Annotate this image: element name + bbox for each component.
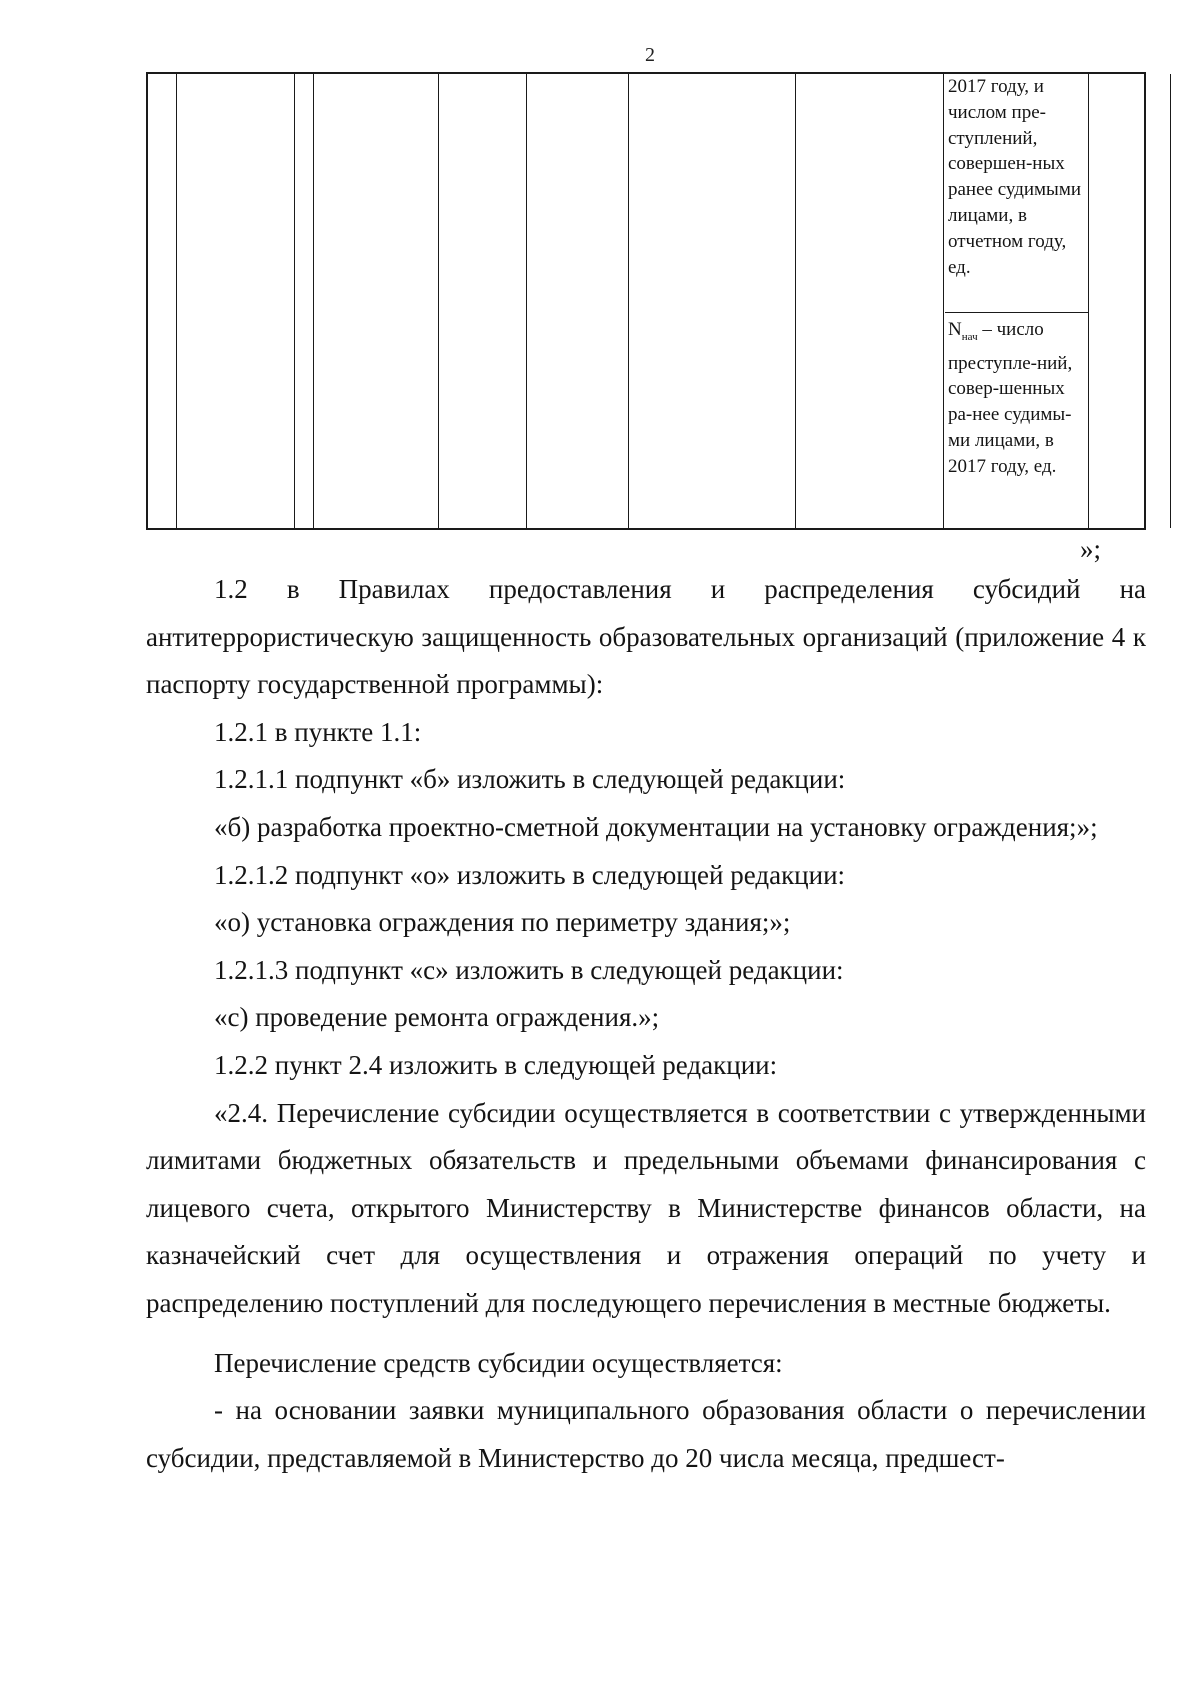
table-column-divider	[943, 74, 944, 528]
paragraph: 1.2.1.2 подпункт «о» изложить в следующей редакции:	[214, 859, 846, 890]
variable-definition-text: – число преступле-ний, совер-шенных ра-нее судимы-ми лицами, в 2017 году, ед.	[948, 319, 1073, 477]
table-fragment	[146, 72, 1146, 530]
page-number: 2	[645, 44, 655, 66]
table-column-divider	[1170, 74, 1171, 528]
closing-quote-mark: »;	[1080, 534, 1102, 564]
paragraph: 1.2 в Правилах предоставления и распределения субсидий на антитеррористическую защищенность образовательных организаций (приложение 4 к паспорту государственной программы):	[146, 574, 1146, 700]
table-column-divider	[176, 74, 177, 528]
paragraph: 1.2.1.3 подпункт «с» изложить в следующей редакции:	[214, 954, 844, 985]
paragraph: «с) проведение ремонта ограждения.»;	[214, 1002, 660, 1033]
table-cell-indicator-description: 2017 году, и числом пре-ступлений, совершен-ных ранее судимыми лицами, в отчетном году, ед.	[948, 76, 1082, 278]
paragraph: 1.2.2 пункт 2.4 изложить в следующей редакции:	[214, 1049, 778, 1080]
variable-subscript: нач	[961, 330, 978, 343]
table-column-divider	[313, 74, 314, 528]
paragraph: Перечисление средств субсидии осуществляется:	[214, 1347, 783, 1378]
table-column-divider	[628, 74, 629, 528]
table-column-divider	[438, 74, 439, 528]
table-cell-variable-definition	[948, 317, 1092, 480]
table-column-divider	[294, 74, 295, 528]
paragraph: 1.2.1 в пункте 1.1:	[214, 716, 422, 747]
table-row-divider	[945, 312, 1088, 313]
paragraph: - на основании заявки муниципального образования области о перечислении субсидии, представляемой в Министерство до 20 числа месяца, предшест-	[146, 1395, 1146, 1473]
variable-symbol: N	[948, 319, 962, 340]
paragraph: «б) разработка проектно-сметной документации на установку ограждения;»;	[214, 811, 1098, 842]
table-column-divider	[526, 74, 527, 528]
table-column-divider	[795, 74, 796, 528]
document-body	[146, 566, 1146, 1482]
paragraph: 1.2.1.1 подпункт «б» изложить в следующей редакции:	[214, 764, 846, 795]
paragraph: «о) установка ограждения по периметру здания;»;	[214, 907, 791, 938]
paragraph: «2.4. Перечисление субсидии осуществляется в соответствии с утвержденными лимитами бюджетных обязательств и предельными объемами финансирования с лицевого счета, открытого Министерству в Министерстве финансов области, на казначейский счет для осуществления и отражения операций по учету и распределению поступлений для последующего перечисления в местные бюджеты.	[146, 1097, 1146, 1318]
